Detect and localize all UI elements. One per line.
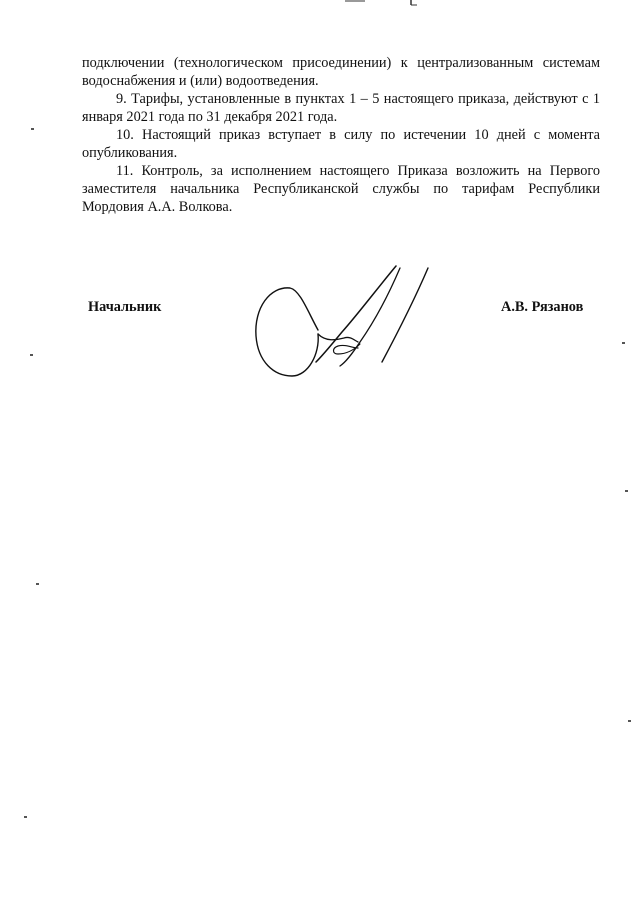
signatory-name: А.В. Рязанов	[501, 299, 584, 315]
scan-speck	[622, 342, 625, 344]
scan-speck	[625, 490, 628, 492]
scan-speck	[24, 816, 27, 818]
scan-speck	[36, 583, 39, 585]
handwritten-signature	[248, 262, 438, 384]
paragraph-10: 10. Настоящий приказ вступает в силу по истечении 10 дней с момента опубликования.	[82, 127, 600, 161]
top-edge-marks	[345, 0, 425, 6]
paragraph-continuation: подключении (технологическом присоединении) к централизованным системам водоснабжения и (или) водоотведения.	[82, 55, 600, 89]
signatory-role: Начальник	[88, 299, 162, 315]
scan-speck	[628, 720, 631, 722]
scan-speck	[30, 354, 33, 356]
scan-speck	[31, 128, 34, 130]
paragraph-11: 11. Контроль, за исполнением настоящего Приказа возложить на Первого заместителя начальника Республиканской службы по тарифам Республики Мордовия А.А. Волкова.	[82, 163, 600, 215]
document-body	[82, 54, 600, 216]
paragraph-9: 9. Тарифы, установленные в пунктах 1 – 5 настоящего приказа, действуют с 1 января 2021 года по 31 декабря 2021 года.	[82, 91, 600, 125]
